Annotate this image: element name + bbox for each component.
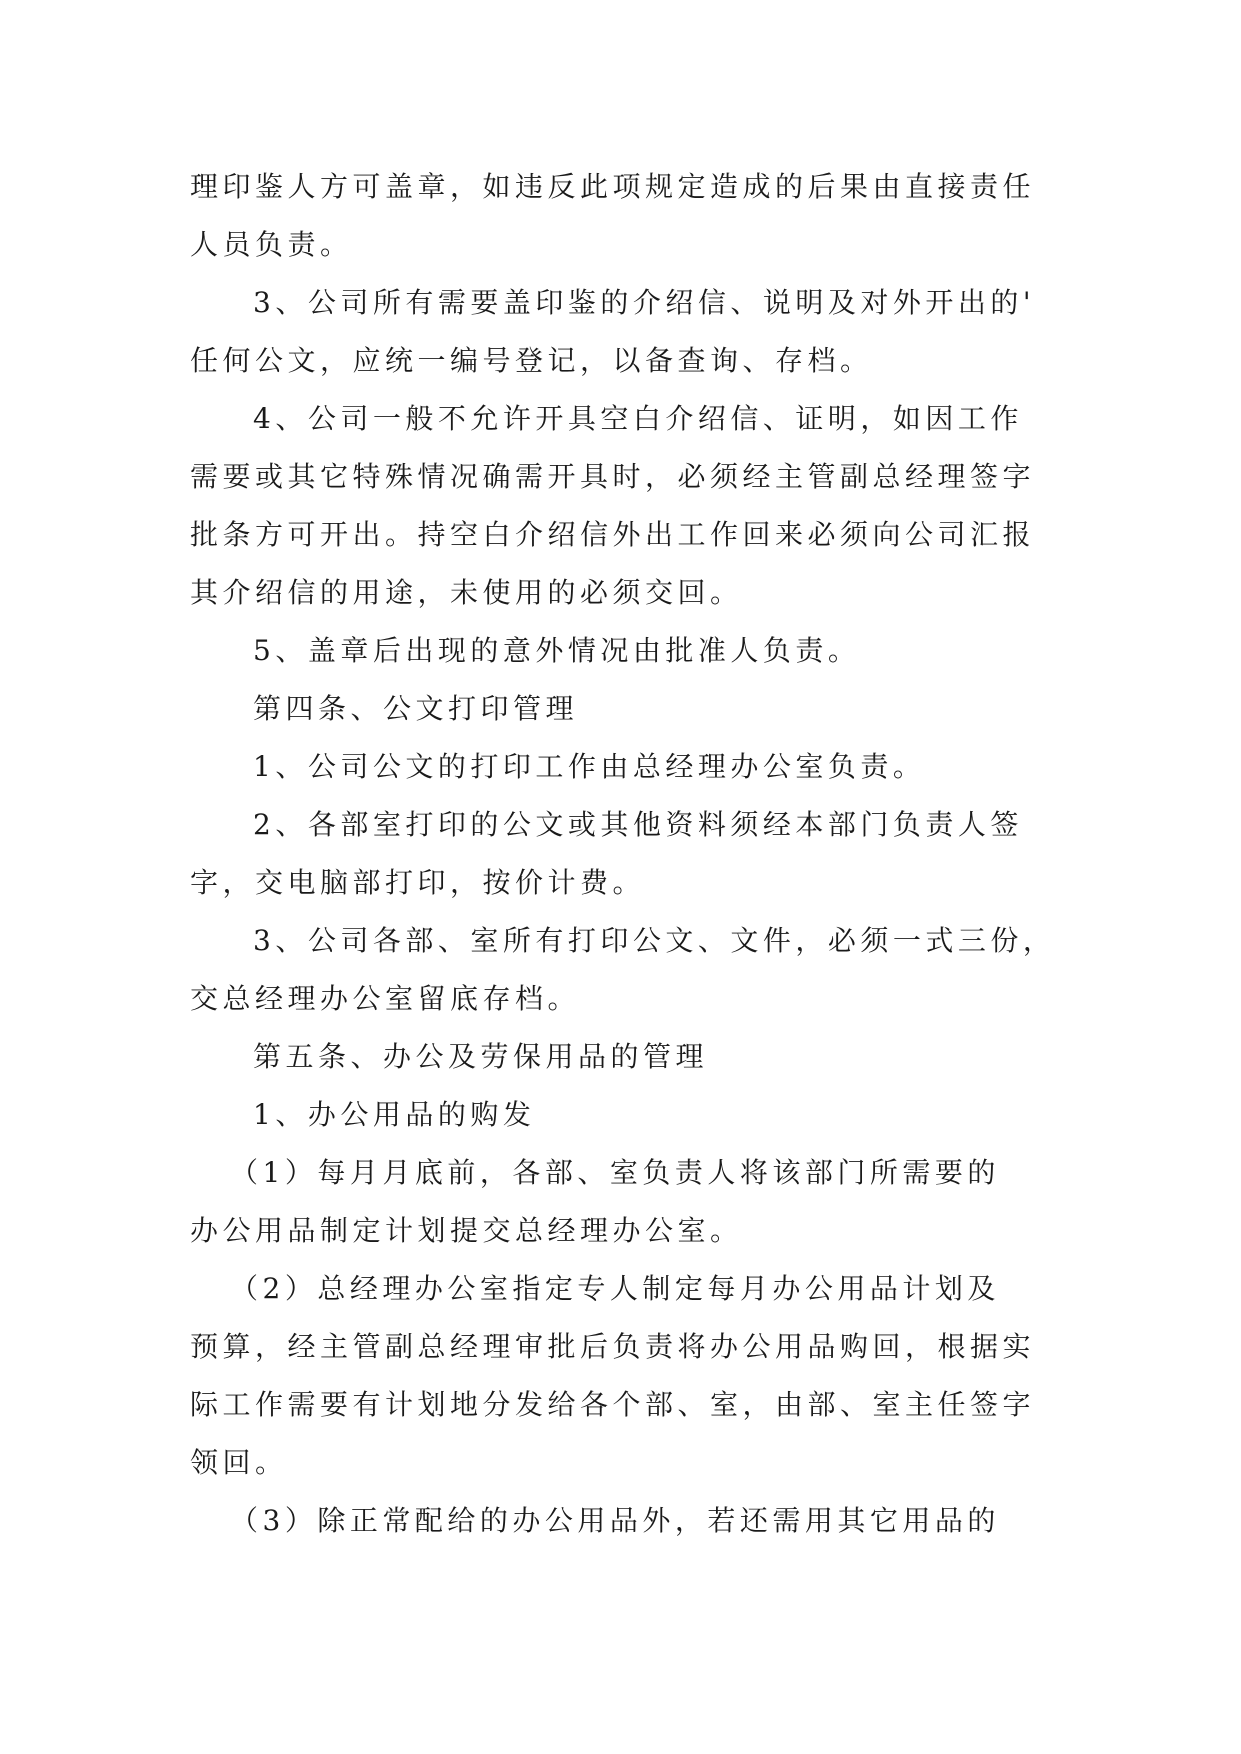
text-line: 理印鉴人方可盖章，如违反此项规定造成的后果由直接责任: [190, 170, 1036, 203]
text-line: 第五条、办公及劳保用品的管理: [253, 1040, 709, 1073]
text-line: 3、公司所有需要盖印鉴的介绍信、说明及对外开出的': [253, 286, 1036, 319]
text-line: 2、各部室打印的公文或其他资料须经本部门负责人签: [253, 808, 1023, 841]
text-line: 字，交电脑部打印，按价计费。: [190, 866, 646, 899]
paragraph-seal-continuation: [190, 158, 1060, 274]
document-body: [190, 158, 1060, 1550]
text-line: 人员负责。: [190, 228, 353, 261]
paragraph-supplies-sub-1: [190, 1144, 1060, 1260]
text-line: 3、公司各部、室所有打印公文、文件，必须一式三份，: [253, 924, 1056, 957]
subheading-office-supplies-purchase: [190, 1086, 1060, 1144]
text-line: 际工作需要有计划地分发给各个部、室，由部、室主任签字: [190, 1388, 1036, 1421]
paragraph-supplies-sub-2: [190, 1260, 1060, 1492]
text-line: 交总经理办公室留底存档。: [190, 982, 581, 1015]
paragraph-item-5-stamp-responsibility: [190, 622, 1060, 680]
text-line: 预算，经主管副总经理审批后负责将办公用品购回，根据实: [190, 1330, 1036, 1363]
text-line: 5、盖章后出现的意外情况由批准人负责。: [253, 634, 861, 667]
paragraph-printing-item-2: [190, 796, 1060, 912]
section-heading-article-4: [190, 680, 1060, 738]
text-line: 4、公司一般不允许开具空白介绍信、证明，如因工作: [253, 402, 1023, 435]
text-line: 1、办公用品的购发: [253, 1098, 536, 1131]
text-line: （1）每月月底前，各部、室负责人将该部门所需要的: [230, 1156, 1000, 1189]
text-line: 办公用品制定计划提交总经理办公室。: [190, 1214, 743, 1247]
text-line: 需要或其它特殊情况确需开具时，必须经主管副总经理签字: [190, 460, 1036, 493]
text-line: 第四条、公文打印管理: [253, 692, 579, 725]
paragraph-printing-item-1: [190, 738, 1060, 796]
text-line: 任何公文，应统一编号登记，以备查询、存档。: [190, 344, 873, 377]
paragraph-item-4-blank-letters: [190, 390, 1060, 622]
text-line: 批条方可开出。持空白介绍信外出工作回来必须向公司汇报: [190, 518, 1036, 551]
text-line: （3）除正常配给的办公用品外，若还需用其它用品的: [230, 1504, 1000, 1537]
paragraph-item-3-numbering: [190, 274, 1060, 390]
text-line: （2）总经理办公室指定专人制定每月办公用品计划及: [230, 1272, 1000, 1305]
paragraph-supplies-sub-3: [190, 1492, 1060, 1550]
text-line: 其介绍信的用途，未使用的必须交回。: [190, 576, 743, 609]
paragraph-printing-item-3: [190, 912, 1060, 1028]
section-heading-article-5: [190, 1028, 1060, 1086]
text-line: 领回。: [190, 1446, 288, 1479]
text-line: 1、公司公文的打印工作由总经理办公室负责。: [253, 750, 926, 783]
